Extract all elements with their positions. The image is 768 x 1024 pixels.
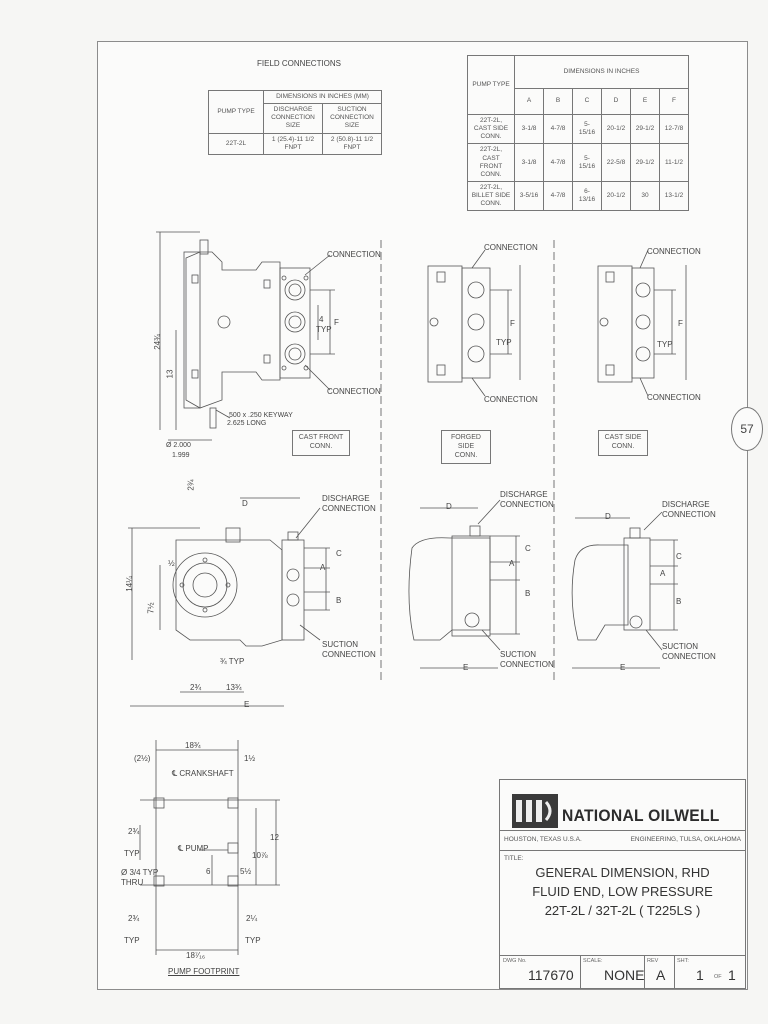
dt-cell: 6-13/16 <box>573 181 602 210</box>
fc-header-group: DIMENSIONS IN INCHES (MM) <box>264 91 382 104</box>
dim-label: C <box>525 544 531 553</box>
sheet-label: SHT: <box>677 958 689 964</box>
dim-label: 2¾ <box>128 827 140 836</box>
dt-cell: 30 <box>631 181 660 210</box>
dim-label: 7½ <box>146 602 156 614</box>
sheet-total: 1 <box>728 967 736 983</box>
dt-cell: 5-15/16 <box>573 115 602 144</box>
title-label: TITLE: <box>504 855 524 862</box>
connection-label: CONNECTION <box>647 247 701 256</box>
dim-label: 6 <box>206 867 211 876</box>
dt-col-header: D <box>602 89 631 115</box>
dim-label: 13 <box>165 369 175 379</box>
dt-cell: 3-1/8 <box>515 115 544 144</box>
discharge-connection-label: DISCHARGE CONNECTION <box>322 494 376 513</box>
fc-col-pump-type: PUMP TYPE <box>209 91 264 134</box>
crankshaft-label: ℄ CRANKSHAFT <box>172 769 234 778</box>
dim-label: 1½ <box>244 754 256 763</box>
dt-col-pump-type: PUMP TYPE <box>468 56 515 115</box>
forged-side-elevation <box>409 500 520 668</box>
view-label-cast-side: CAST SIDE CONN. <box>598 430 648 456</box>
fc-col-discharge: DISCHARGE CONNECTION SIZE <box>264 104 323 133</box>
suction-connection-label: SUCTION CONNECTION <box>500 650 554 669</box>
dim-label: E <box>620 663 626 672</box>
dt-header-group: DIMENSIONS IN INCHES <box>515 56 689 89</box>
dim-label: C <box>336 549 342 558</box>
rev-value: A <box>656 967 666 983</box>
dt-cell: 4-7/8 <box>544 144 573 182</box>
dim-label: TYP <box>124 936 140 945</box>
dt-cell: 20-1/2 <box>602 115 631 144</box>
dim-label: D <box>242 499 248 508</box>
front-view-drawing <box>152 232 335 440</box>
dim-label: 5½ <box>240 867 252 876</box>
location-left: HOUSTON, TEXAS U.S.A. <box>504 836 582 843</box>
cast-side-view <box>598 250 686 396</box>
dt-cell: 3-1/8 <box>515 144 544 182</box>
fc-cell: 1 (25.4)-11 1/2 FNPT <box>264 133 323 154</box>
view-label-cast-front: CAST FRONT CONN. <box>292 430 350 456</box>
fc-col-suction: SUCTION CONNECTION SIZE <box>323 104 382 133</box>
dim-label: B <box>676 597 682 606</box>
dt-col-header: F <box>660 89 689 115</box>
dt-col-header: A <box>515 89 544 115</box>
footprint-label: PUMP FOOTPRINT <box>168 967 240 976</box>
dim-label: D <box>605 512 611 521</box>
dwg-number: 117670 <box>528 967 574 983</box>
scale-label: SCALE: <box>583 958 603 964</box>
dt-row-type: 22T-2L, CAST FRONT CONN. <box>468 144 515 182</box>
dim-label: 18⁷⁄₁₆ <box>186 951 206 960</box>
dim-label: A <box>660 569 666 578</box>
rev-label: REV <box>647 958 659 964</box>
discharge-connection-label: DISCHARGE CONNECTION <box>662 500 716 519</box>
company-name: NATIONAL OILWELL <box>562 806 720 825</box>
dt-row-type: 22T-2L, CAST SIDE CONN. <box>468 115 515 144</box>
side-elevation-drawing <box>124 498 330 706</box>
dim-label: 10⅞ <box>252 851 268 860</box>
dt-cell: 20-1/2 <box>602 181 631 210</box>
dt-col-header: C <box>573 89 602 115</box>
dt-cell: 3-5/16 <box>515 181 544 210</box>
dim-label: A <box>509 559 515 568</box>
dim-label: F <box>334 318 339 327</box>
dt-col-header: B <box>544 89 573 115</box>
dim-label: 2¾ <box>190 683 202 692</box>
sheet-number: 1 <box>696 967 704 983</box>
location-right: ENGINEERING, TULSA, OKLAHOMA <box>630 836 741 843</box>
dt-col-header: E <box>631 89 660 115</box>
suction-connection-label: SUCTION CONNECTION <box>322 640 376 659</box>
dt-cell: 4-7/8 <box>544 115 573 144</box>
dim-label: E <box>244 700 250 709</box>
dt-cell: 29-1/2 <box>631 144 660 182</box>
view-label-forged-side: FORGED SIDE CONN. <box>441 430 491 464</box>
drawing-title-line3: 22T-2L / 32T-2L ( T225LS ) <box>544 903 701 918</box>
dt-cell: 29-1/2 <box>631 115 660 144</box>
dim-label: C <box>676 552 682 561</box>
dt-cell: 22-5/8 <box>602 144 631 182</box>
page-number: 57 <box>731 407 763 451</box>
dt-row-type: 22T-2L, BILLET SIDE CONN. <box>468 181 515 210</box>
dim-label: 18¾ <box>185 741 201 750</box>
dim-label: TYP <box>657 340 673 349</box>
dt-cell: 11-1/2 <box>660 144 689 182</box>
of-label: OF <box>714 974 722 980</box>
dim-label: TYP <box>245 936 261 945</box>
connection-label: CONNECTION <box>327 387 381 396</box>
field-connections-title: FIELD CONNECTIONS <box>257 59 342 68</box>
dim-label: B <box>525 589 531 598</box>
connection-label: CONNECTION <box>327 250 381 259</box>
scale-value: NONE <box>604 967 645 983</box>
forged-side-view <box>428 250 520 396</box>
fc-cell: 22T-2L <box>209 133 264 154</box>
dim-label: ¾ TYP <box>220 657 245 666</box>
dim-label: 14¼ <box>124 576 134 592</box>
dim-label: TYP <box>124 849 140 858</box>
dim-label: 13¾ <box>226 683 242 692</box>
dim-label: TYP <box>316 325 332 334</box>
dim-label: B <box>336 596 342 605</box>
dt-cell: 4-7/8 <box>544 181 573 210</box>
dim-label: 2¾ <box>186 479 196 491</box>
keyway-label: .500 x .250 KEYWAY 2.625 LONG <box>227 412 293 428</box>
dim-label: A <box>320 563 326 572</box>
connection-label: CONNECTION <box>647 393 701 402</box>
dim-label: F <box>510 319 515 328</box>
title-block <box>499 779 746 989</box>
dim-label: D <box>446 502 452 511</box>
national-oilwell-logo-icon <box>512 794 558 828</box>
discharge-connection-label: DISCHARGE CONNECTION <box>500 490 554 509</box>
dim-label: ½ <box>168 559 175 568</box>
drawing-title-line1: GENERAL DIMENSION, RHD <box>535 865 710 880</box>
dim-label: 12 <box>270 833 279 842</box>
connection-label: CONNECTION <box>484 395 538 404</box>
dwg-label: DWG No. <box>503 958 527 964</box>
dim-label: 24¾ <box>152 334 162 350</box>
pump-centerline-label: ℄ PUMP <box>178 844 209 853</box>
drawing-title-line2: FLUID END, LOW PRESSURE <box>532 884 713 899</box>
suction-connection-label: SUCTION CONNECTION <box>662 642 716 661</box>
connection-label: CONNECTION <box>484 243 538 252</box>
dim-label: 2¾ <box>128 914 140 923</box>
dim-label: 2¼ <box>246 914 258 923</box>
dim-label: F <box>678 319 683 328</box>
shaft-dia-label: 1.999 <box>172 452 190 459</box>
dt-cell: 12-7/8 <box>660 115 689 144</box>
shaft-dia-label: Ø 2.000 <box>166 442 191 449</box>
dim-label: E <box>463 663 469 672</box>
dt-cell: 5-15/16 <box>573 144 602 182</box>
dt-cell: 13-1/2 <box>660 181 689 210</box>
dim-label: (2½) <box>134 754 151 763</box>
fc-cell: 2 (50.8)-11 1/2 FNPT <box>323 133 382 154</box>
dim-label: 4 <box>319 315 324 324</box>
dim-label: TYP <box>496 338 512 347</box>
hole-label: Ø 3/4 TYP THRU <box>121 868 159 887</box>
